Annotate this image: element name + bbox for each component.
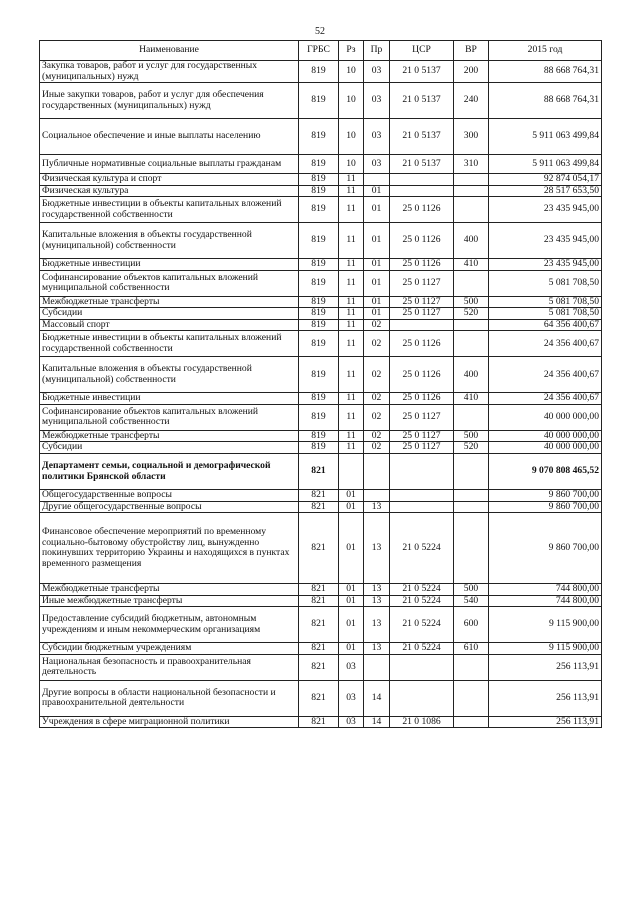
cell-grbs: 821: [299, 501, 339, 513]
table-row: [40, 680, 602, 716]
cell-sum: 9 860 700,00: [489, 501, 602, 513]
table-row: [40, 155, 602, 174]
table-row: [40, 270, 602, 296]
cell-rz: 11: [339, 174, 364, 186]
cell-csr: 21 0 1086: [390, 716, 454, 728]
cell-sum: 9 860 700,00: [489, 490, 602, 502]
table-row: [40, 513, 602, 584]
cell-vr: 200: [454, 61, 489, 83]
table-row: [40, 174, 602, 186]
cell-vr: [454, 513, 489, 584]
cell-csr: 25 0 1126: [390, 357, 454, 393]
cell-pr: 01: [364, 270, 390, 296]
cell-rz: 11: [339, 270, 364, 296]
table-row: [40, 442, 602, 454]
table-row: [40, 119, 602, 155]
table-row: [40, 185, 602, 197]
cell-grbs: 819: [299, 155, 339, 174]
cell-grbs: 819: [299, 83, 339, 119]
table-row: [40, 490, 602, 502]
cell-vr: 400: [454, 223, 489, 259]
cell-vr: 520: [454, 442, 489, 454]
table-row: [40, 654, 602, 680]
cell-sum: 28 517 653,50: [489, 185, 602, 197]
cell-csr: [390, 185, 454, 197]
cell-pr: 13: [364, 595, 390, 607]
cell-name: Финансовое обеспечение мероприятий по временному социально-бытовому обустройству лиц, вынужденно покинувших территорию Украины и находящихся в пунктах временного размещения: [40, 513, 299, 584]
cell-pr: 14: [364, 716, 390, 728]
cell-vr: [454, 680, 489, 716]
cell-csr: 25 0 1126: [390, 331, 454, 357]
cell-grbs: 819: [299, 296, 339, 308]
cell-csr: 21 0 5137: [390, 119, 454, 155]
table-row: [40, 501, 602, 513]
cell-pr: 13: [364, 513, 390, 584]
cell-rz: 03: [339, 716, 364, 728]
cell-pr: 02: [364, 319, 390, 331]
cell-rz: 11: [339, 259, 364, 271]
table-row: [40, 223, 602, 259]
cell-rz: 10: [339, 61, 364, 83]
cell-pr: 01: [364, 185, 390, 197]
cell-name: Капитальные вложения в объекты государственной (муниципальной) собственности: [40, 357, 299, 393]
cell-pr: 14: [364, 680, 390, 716]
cell-pr: 03: [364, 119, 390, 155]
cell-pr: 13: [364, 584, 390, 596]
cell-rz: 11: [339, 319, 364, 331]
cell-sum: 256 113,91: [489, 654, 602, 680]
header-vr: ВР: [454, 41, 489, 61]
cell-csr: [390, 680, 454, 716]
cell-grbs: 819: [299, 308, 339, 320]
cell-pr: 01: [364, 197, 390, 223]
cell-name: Закупка товаров, работ и услуг для государственных (муниципальных) нужд: [40, 61, 299, 83]
cell-sum: 5 911 063 499,84: [489, 155, 602, 174]
table-row: [40, 607, 602, 643]
cell-vr: [454, 654, 489, 680]
cell-vr: 500: [454, 296, 489, 308]
cell-csr: 25 0 1127: [390, 308, 454, 320]
table-row: [40, 83, 602, 119]
cell-csr: 25 0 1127: [390, 270, 454, 296]
table-row: [40, 259, 602, 271]
table-row: [40, 404, 602, 430]
cell-sum: 744 800,00: [489, 584, 602, 596]
cell-sum: 9 115 900,00: [489, 643, 602, 655]
cell-csr: 21 0 5224: [390, 607, 454, 643]
cell-rz: 10: [339, 155, 364, 174]
cell-grbs: 821: [299, 513, 339, 584]
cell-rz: 11: [339, 404, 364, 430]
cell-sum: 24 356 400,67: [489, 393, 602, 405]
cell-csr: 25 0 1127: [390, 442, 454, 454]
cell-pr: 01: [364, 223, 390, 259]
cell-grbs: 821: [299, 584, 339, 596]
table-row: [40, 716, 602, 728]
cell-vr: 410: [454, 259, 489, 271]
cell-vr: [454, 404, 489, 430]
cell-name: Софинансирование объектов капитальных вложений муниципальной собственности: [40, 270, 299, 296]
cell-sum: 24 356 400,67: [489, 331, 602, 357]
cell-sum: 23 435 945,00: [489, 259, 602, 271]
cell-csr: 25 0 1126: [390, 223, 454, 259]
cell-grbs: 819: [299, 174, 339, 186]
cell-rz: 03: [339, 680, 364, 716]
cell-name: Софинансирование объектов капитальных вложений муниципальной собственности: [40, 404, 299, 430]
cell-vr: [454, 331, 489, 357]
cell-csr: [390, 654, 454, 680]
header-grbs: ГРБС: [299, 41, 339, 61]
cell-csr: 21 0 5137: [390, 155, 454, 174]
cell-pr: [364, 454, 390, 490]
cell-vr: 410: [454, 393, 489, 405]
cell-grbs: 819: [299, 393, 339, 405]
cell-vr: [454, 174, 489, 186]
page-number: 52: [315, 26, 325, 37]
cell-csr: 25 0 1127: [390, 404, 454, 430]
cell-name: Бюджетные инвестиции в объекты капитальных вложений государственной собственности: [40, 331, 299, 357]
cell-rz: 01: [339, 607, 364, 643]
cell-sum: 40 000 000,00: [489, 404, 602, 430]
cell-rz: 11: [339, 331, 364, 357]
header-rz: Рз: [339, 41, 364, 61]
table-row: [40, 308, 602, 320]
cell-csr: [390, 319, 454, 331]
cell-sum: 9 115 900,00: [489, 607, 602, 643]
cell-grbs: 819: [299, 357, 339, 393]
cell-grbs: 819: [299, 319, 339, 331]
cell-name: Предоставление субсидий бюджетным, автономным учреждениям и иным некоммерческим организациям: [40, 607, 299, 643]
cell-pr: 01: [364, 296, 390, 308]
cell-sum: 23 435 945,00: [489, 223, 602, 259]
cell-csr: [390, 490, 454, 502]
cell-vr: [454, 319, 489, 331]
cell-grbs: 819: [299, 442, 339, 454]
cell-sum: 9 070 808 465,52: [489, 454, 602, 490]
cell-sum: 5 081 708,50: [489, 308, 602, 320]
cell-grbs: 819: [299, 119, 339, 155]
cell-pr: 13: [364, 501, 390, 513]
cell-vr: [454, 270, 489, 296]
cell-name: Другие общегосударственные вопросы: [40, 501, 299, 513]
cell-name: Субсидии: [40, 442, 299, 454]
table-row: [40, 296, 602, 308]
cell-pr: [364, 654, 390, 680]
cell-vr: 310: [454, 155, 489, 174]
cell-grbs: 819: [299, 223, 339, 259]
cell-name: Межбюджетные трансферты: [40, 430, 299, 442]
cell-csr: 25 0 1126: [390, 393, 454, 405]
cell-name: Социальное обеспечение и иные выплаты населению: [40, 119, 299, 155]
cell-pr: 02: [364, 357, 390, 393]
cell-csr: 21 0 5224: [390, 643, 454, 655]
cell-rz: 11: [339, 308, 364, 320]
cell-vr: 400: [454, 357, 489, 393]
cell-pr: 02: [364, 331, 390, 357]
cell-csr: 21 0 5137: [390, 83, 454, 119]
cell-csr: 25 0 1127: [390, 296, 454, 308]
table-row: [40, 595, 602, 607]
cell-grbs: 821: [299, 716, 339, 728]
cell-rz: 11: [339, 296, 364, 308]
cell-vr: 540: [454, 595, 489, 607]
cell-pr: 01: [364, 308, 390, 320]
cell-name: Департамент семьи, социальной и демографической политики Брянской области: [40, 454, 299, 490]
cell-grbs: 821: [299, 643, 339, 655]
cell-pr: 02: [364, 404, 390, 430]
cell-sum: 256 113,91: [489, 716, 602, 728]
header-pr: Пр: [364, 41, 390, 61]
cell-sum: 5 081 708,50: [489, 296, 602, 308]
table-header-row: [40, 41, 602, 61]
cell-rz: 11: [339, 430, 364, 442]
cell-vr: [454, 197, 489, 223]
cell-csr: 25 0 1126: [390, 197, 454, 223]
cell-rz: 01: [339, 643, 364, 655]
cell-grbs: 819: [299, 430, 339, 442]
table-row: [40, 454, 602, 490]
cell-grbs: 821: [299, 607, 339, 643]
cell-name: Массовый спорт: [40, 319, 299, 331]
cell-name: Учреждения в сфере миграционной политики: [40, 716, 299, 728]
cell-sum: 23 435 945,00: [489, 197, 602, 223]
cell-rz: 11: [339, 223, 364, 259]
cell-rz: 01: [339, 490, 364, 502]
cell-sum: 92 874 054,17: [489, 174, 602, 186]
cell-name: Субсидии: [40, 308, 299, 320]
table-row: [40, 357, 602, 393]
cell-rz: [339, 454, 364, 490]
header-year: 2015 год: [489, 41, 602, 61]
cell-grbs: 819: [299, 197, 339, 223]
cell-rz: 10: [339, 119, 364, 155]
table-row: [40, 584, 602, 596]
table-row: [40, 319, 602, 331]
cell-name: Капитальные вложения в объекты государственной (муниципальной) собственности: [40, 223, 299, 259]
cell-sum: 744 800,00: [489, 595, 602, 607]
cell-grbs: 819: [299, 185, 339, 197]
cell-csr: 25 0 1126: [390, 259, 454, 271]
cell-name: Межбюджетные трансферты: [40, 296, 299, 308]
table-row: [40, 643, 602, 655]
cell-name: Бюджетные инвестиции: [40, 259, 299, 271]
cell-rz: 01: [339, 513, 364, 584]
cell-pr: 03: [364, 155, 390, 174]
cell-csr: 21 0 5137: [390, 61, 454, 83]
cell-vr: 600: [454, 607, 489, 643]
cell-name: Физическая культура и спорт: [40, 174, 299, 186]
cell-pr: 02: [364, 430, 390, 442]
cell-vr: [454, 501, 489, 513]
cell-grbs: 821: [299, 454, 339, 490]
table-body: [40, 61, 602, 728]
cell-name: Национальная безопасность и правоохранительная деятельность: [40, 654, 299, 680]
cell-grbs: 819: [299, 331, 339, 357]
table-row: [40, 430, 602, 442]
table-row: [40, 331, 602, 357]
cell-csr: 21 0 5224: [390, 513, 454, 584]
cell-sum: 64 356 400,67: [489, 319, 602, 331]
table-row: [40, 197, 602, 223]
cell-vr: [454, 454, 489, 490]
cell-pr: 13: [364, 607, 390, 643]
cell-sum: 256 113,91: [489, 680, 602, 716]
cell-grbs: 819: [299, 61, 339, 83]
cell-sum: 88 668 764,31: [489, 61, 602, 83]
cell-rz: 01: [339, 584, 364, 596]
cell-vr: 240: [454, 83, 489, 119]
cell-grbs: 821: [299, 595, 339, 607]
cell-rz: 01: [339, 501, 364, 513]
cell-name: Иные закупки товаров, работ и услуг для обеспечения государственных (муниципальных) нужд: [40, 83, 299, 119]
cell-rz: 03: [339, 654, 364, 680]
header-csr: ЦСР: [390, 41, 454, 61]
cell-rz: 10: [339, 83, 364, 119]
cell-name: Субсидии бюджетным учреждениям: [40, 643, 299, 655]
cell-sum: 40 000 000,00: [489, 430, 602, 442]
cell-name: Бюджетные инвестиции: [40, 393, 299, 405]
cell-csr: 25 0 1127: [390, 430, 454, 442]
cell-rz: 11: [339, 197, 364, 223]
cell-grbs: 819: [299, 404, 339, 430]
cell-csr: [390, 174, 454, 186]
cell-pr: [364, 174, 390, 186]
cell-vr: 500: [454, 584, 489, 596]
cell-name: Физическая культура: [40, 185, 299, 197]
cell-vr: [454, 490, 489, 502]
cell-pr: 02: [364, 442, 390, 454]
cell-sum: 5 911 063 499,84: [489, 119, 602, 155]
cell-pr: 13: [364, 643, 390, 655]
cell-grbs: 819: [299, 259, 339, 271]
cell-name: Общегосударственные вопросы: [40, 490, 299, 502]
cell-rz: 01: [339, 595, 364, 607]
cell-sum: 24 356 400,67: [489, 357, 602, 393]
cell-pr: 02: [364, 393, 390, 405]
cell-grbs: 821: [299, 490, 339, 502]
cell-sum: 40 000 000,00: [489, 442, 602, 454]
cell-name: Иные межбюджетные трансферты: [40, 595, 299, 607]
header-name: Наименование: [40, 41, 299, 61]
cell-pr: 01: [364, 259, 390, 271]
cell-rz: 11: [339, 357, 364, 393]
cell-rz: 11: [339, 185, 364, 197]
cell-csr: [390, 501, 454, 513]
cell-vr: [454, 716, 489, 728]
cell-name: Бюджетные инвестиции в объекты капитальных вложений государственной собственности: [40, 197, 299, 223]
cell-grbs: 821: [299, 680, 339, 716]
cell-grbs: 819: [299, 270, 339, 296]
cell-sum: 88 668 764,31: [489, 83, 602, 119]
cell-vr: [454, 185, 489, 197]
cell-name: Другие вопросы в области национальной безопасности и правоохранительной деятельности: [40, 680, 299, 716]
cell-rz: 11: [339, 442, 364, 454]
cell-csr: 21 0 5224: [390, 584, 454, 596]
cell-pr: 03: [364, 83, 390, 119]
cell-csr: [390, 454, 454, 490]
cell-sum: 9 860 700,00: [489, 513, 602, 584]
cell-name: Публичные нормативные социальные выплаты гражданам: [40, 155, 299, 174]
cell-vr: 520: [454, 308, 489, 320]
table-row: [40, 61, 602, 83]
cell-vr: 500: [454, 430, 489, 442]
cell-pr: 03: [364, 61, 390, 83]
cell-grbs: 821: [299, 654, 339, 680]
cell-rz: 11: [339, 393, 364, 405]
cell-csr: 21 0 5224: [390, 595, 454, 607]
cell-vr: 610: [454, 643, 489, 655]
table-row: [40, 393, 602, 405]
cell-sum: 5 081 708,50: [489, 270, 602, 296]
cell-pr: [364, 490, 390, 502]
budget-table: [39, 40, 602, 728]
cell-vr: 300: [454, 119, 489, 155]
cell-name: Межбюджетные трансферты: [40, 584, 299, 596]
